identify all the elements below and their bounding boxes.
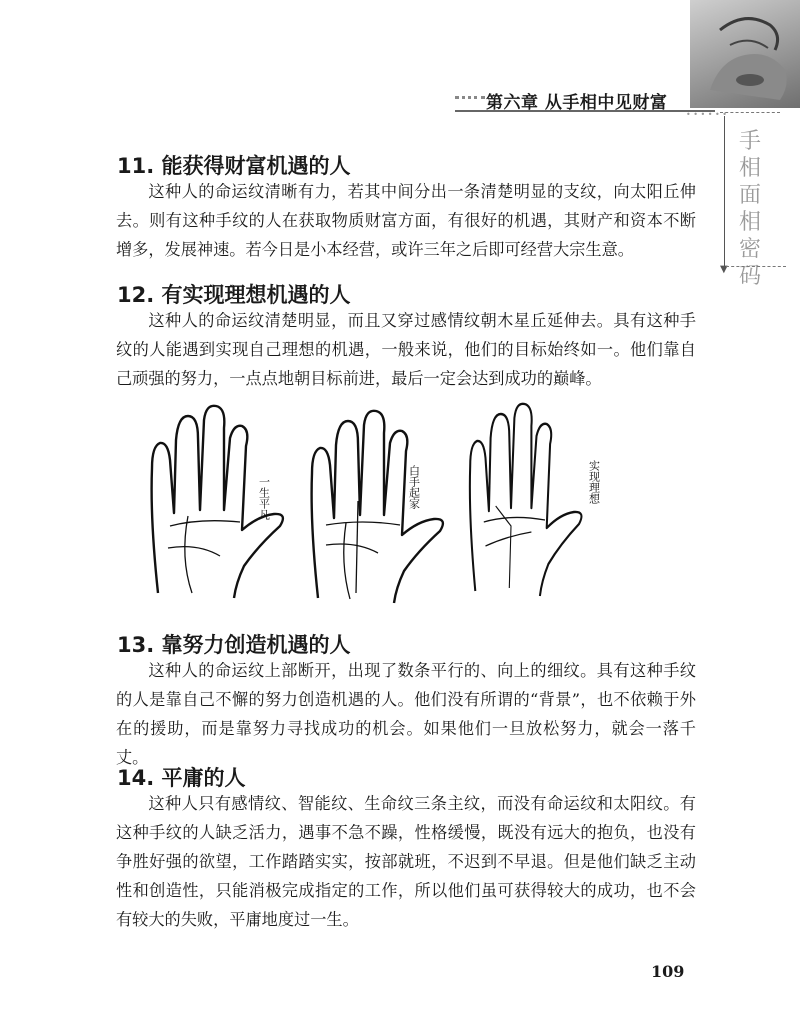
section-11-text: 这种人的命运纹清晰有力，若其中间分出一条清楚明显的支纹，向太阳丘伸去。则有这种手纹的人在获取物质财富方面，有很好的机遇，其财产和资本不断增多，发展神速。若今日是小本经营，或许三年之后即可经营大宗生意。 (116, 182, 696, 259)
chapter-bar-dots (455, 96, 485, 99)
hand-figure-3 (470, 404, 582, 596)
section-12-text: 这种人的命运纹清楚明显，而且又穿过感情纹朝木星丘延伸去。具有这种手纹的人能遇到实现自己理想的机遇，一般来说，他们的目标始终如一。他们靠自己顽强的努力，一点点地朝目标前进，最后一定会达到成功的巅峰。 (116, 311, 696, 388)
side-tab-bottom-border (726, 266, 786, 267)
section-11-heading: 11. 能获得财富机遇的人 (117, 154, 351, 178)
hand-figure-2 (312, 411, 443, 603)
section-12-heading: 12. 有实现理想机遇的人 (117, 283, 351, 307)
side-tab-top-border (720, 112, 780, 113)
page-number: 109 (651, 962, 685, 981)
section-14-heading: 14. 平庸的人 (117, 766, 246, 790)
chapter-title: 第六章 从手相中见财富 (486, 93, 668, 113)
decorative-dots: • • • • • • (686, 110, 728, 119)
side-tab-text: 手相面相密码 (738, 129, 761, 289)
section-13-heading: 13. 靠努力创造机遇的人 (117, 633, 351, 657)
section-14-text: 这种人只有感情纹、智能纹、生命纹三条主纹，而没有命运纹和太阳纹。有这种手纹的人缺乏活力，遇事不急不躁，性格缓慢，既没有远大的抱负，也没有争胜好强的欲望，工作踏踏实实，按部就班，不迟到不早退。但是他们缺乏主动性和创造性，只能消极完成指定的工作，所以他们虽可获得较大的成功，也不会有较大的失败，平庸地度过一生。 (116, 794, 696, 929)
palm-illustration (140, 398, 601, 608)
arrow-down-icon: ▼ (720, 264, 728, 275)
section-13-text: 这种人的命运纹上部断开，出现了数条平行的、向上的细纹。具有这种手纹的人是靠自己不懈的努力创造机遇的人。他们没有所谓的“背景”，也不依赖于外在的援助，而是靠努力寻找成功的机会。如果他们一旦放松努力，就会一落千丈。 (116, 661, 696, 767)
hand-label-3: 实现理想 (587, 460, 601, 504)
side-tab-line (724, 116, 725, 268)
hand-label-1a: 一生平凡 (257, 476, 271, 520)
hand-label-2: 白手起家 (407, 465, 421, 509)
side-tab (720, 116, 762, 289)
hand-figure-1 (152, 406, 283, 598)
